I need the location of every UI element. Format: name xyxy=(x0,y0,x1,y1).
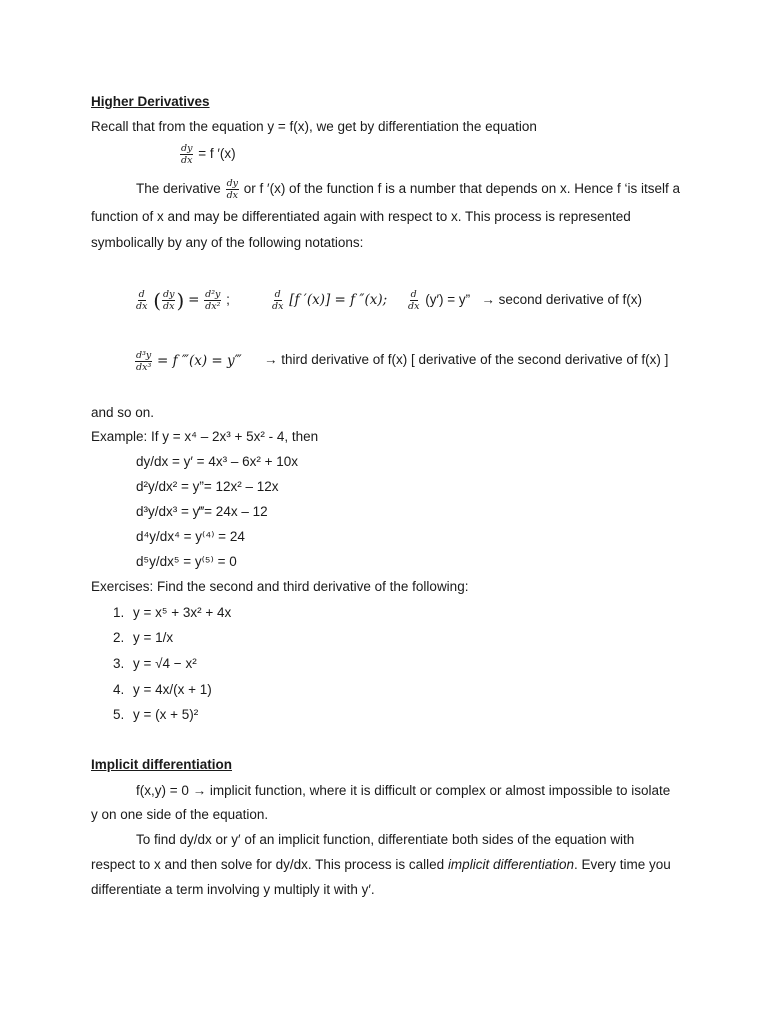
fraction-d3y-dx3: $\frac{\text{d³y}}{\text{dx³}}$ xyxy=(136,350,152,373)
heading-implicit-differentiation: Implicit differentiation xyxy=(91,757,233,772)
fraction-d-dx-2: $\frac{d}{dx}$ xyxy=(272,289,284,312)
paragraph-and-so-on: and so on. xyxy=(91,405,155,420)
example-line-2: d²y/dx² = y”= 12x² – 12x xyxy=(136,479,279,494)
implicit-paragraph-1a: f(x,y) = 0 → implicit function, where it is difficult or complex or almost impossible to isolate xyxy=(136,783,671,798)
example-line-3: d³y/dx³ = y‴= 24x – 12 xyxy=(136,504,268,519)
example-intro: Example: If y = x⁴ – 2x³ + 5x² - 4, then xyxy=(91,429,319,444)
exercise-item: 1. y = x⁵ + 3x² + 4x xyxy=(113,605,232,620)
fraction-d-dx-3: $\frac{d}{dx}$ xyxy=(408,289,420,312)
equation-rhs: = f ′(x) xyxy=(198,146,236,162)
exercises-intro: Exercises: Find the second and third derivative of the following: xyxy=(91,579,469,594)
fraction-d2y-dx2: $\frac{\text{d²y}}{\text{dx²}}$ xyxy=(205,289,221,312)
fraction-dy-dx-inline: $\frac{dy}{dx}$ xyxy=(226,178,239,201)
notation-y-prime: $\frac{d}{dx}$ (y′) = y” → second derivative of f(x) xyxy=(408,289,642,312)
label-second-derivative: → second derivative of f(x) xyxy=(481,292,642,308)
exercise-item: 3. y = √4 − x² xyxy=(113,656,197,671)
fraction-dy-dx-notation: $\frac{dy}{dx}$ xyxy=(163,289,175,312)
fraction-dy-dx: $\frac{dy}{dx}$ xyxy=(181,143,193,166)
term-implicit-differentiation: implicit differentiation xyxy=(447,857,574,872)
notation-second-derivative: $\frac{d}{dx}$ ( $\frac{dy}{dx}$ ) = $\frac{\text{d²y}}{\text{dx²}}$ ; xyxy=(136,288,230,313)
example-line-5: d⁵y/dx⁵ = y⁽⁵⁾ = 0 xyxy=(136,554,237,569)
paragraph-derivative-line3: symbolically by any of the following notations: xyxy=(91,235,364,250)
heading-higher-derivatives: Higher Derivatives xyxy=(91,94,210,109)
implicit-paragraph-1b: y on one side of the equation. xyxy=(91,807,269,822)
notation-f-prime-bracket: $\frac{d}{dx}$ [f ′(x)] = f ″(x); xyxy=(272,289,388,312)
fraction-d-dx: $\frac{d}{dx}$ xyxy=(136,289,148,312)
exercise-item: 2. y = 1/x xyxy=(113,630,174,645)
paragraph-derivative-line2: function of x and may be differentiated again with respect to x. This process is represented xyxy=(91,209,631,224)
paragraph-recall: Recall that from the equation y = f(x), we get by differentiation the equation xyxy=(91,119,537,134)
exercise-item: 4. y = 4x/(x + 1) xyxy=(113,682,212,697)
implicit-paragraph-2b: respect to x and then solve for dy/dx. This process is called implicit differentiation. Every time you xyxy=(91,857,671,872)
exercise-item: 5. y = (x + 5)² xyxy=(113,707,199,722)
implicit-paragraph-2c: differentiate a term involving y multiply it with y′. xyxy=(91,882,375,897)
example-line-1: dy/dx = y′ = 4x³ – 6x² + 10x xyxy=(136,454,298,469)
equation-dy-dx xyxy=(179,143,236,166)
implicit-paragraph-2a: To find dy/dx or y′ of an implicit function, differentiate both sides of the equation with xyxy=(136,832,635,847)
paragraph-derivative-line1: The derivative $\frac{dy}{dx}$ or f ′(x) of the function f is a number that depends on x. Hence f ‘is itself a xyxy=(136,178,681,201)
example-line-4: d⁴y/dx⁴ = y⁽⁴⁾ = 24 xyxy=(136,529,245,544)
notation-third-derivative: $\frac{\text{d³y}}{\text{dx³}}$ = f ‴(x) = y‴ xyxy=(136,350,242,373)
label-third-derivative: → third derivative of f(x) [ derivative of the second derivative of f(x) ] xyxy=(264,352,669,367)
